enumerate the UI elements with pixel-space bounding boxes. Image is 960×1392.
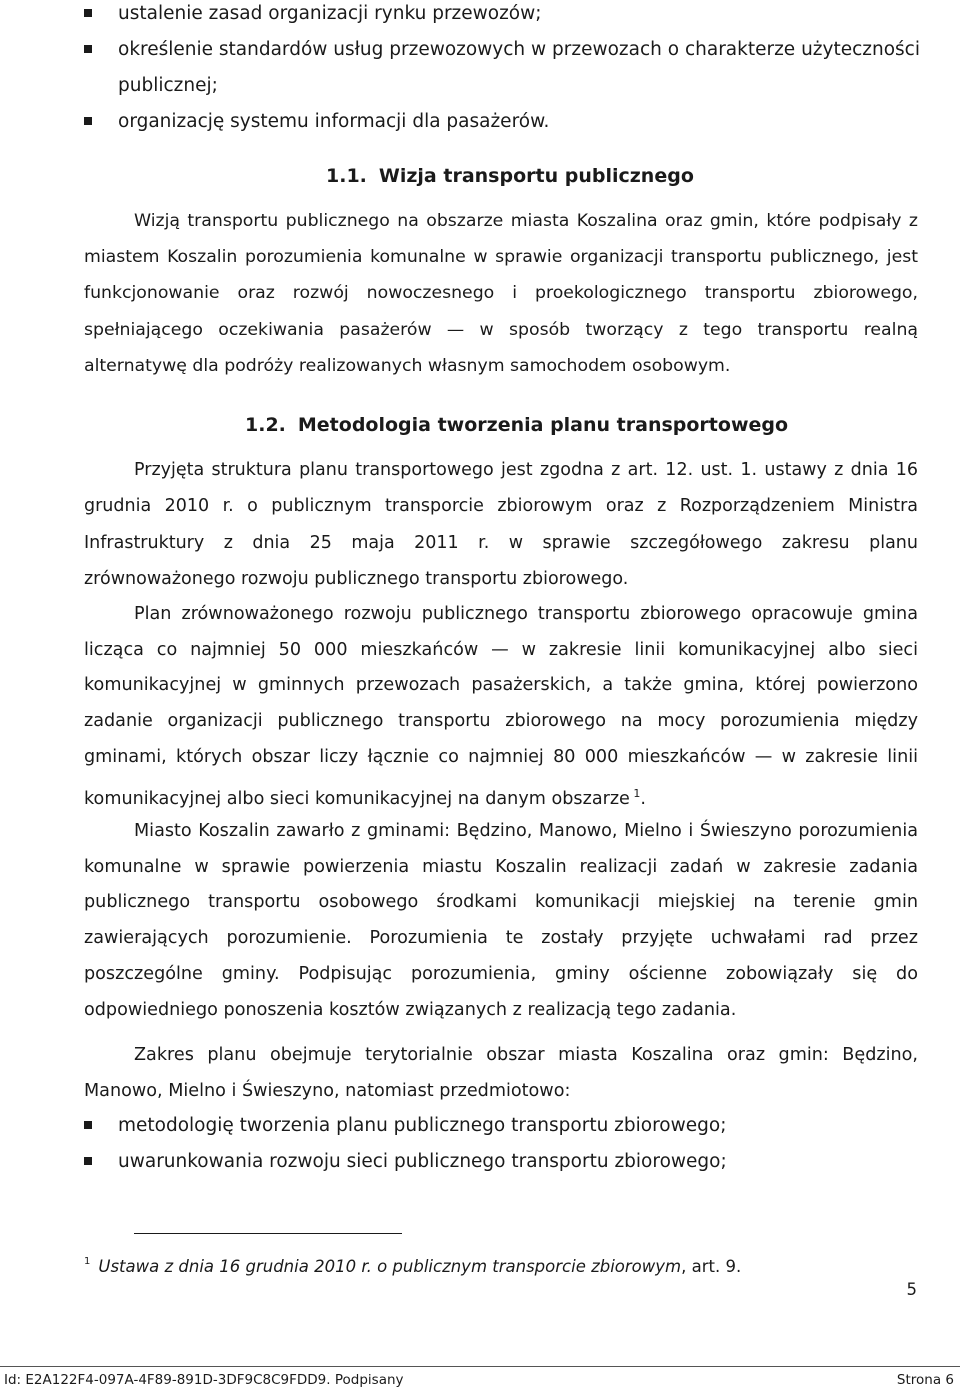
footnote bbox=[84, 1256, 741, 1276]
section-heading-1-1 bbox=[326, 165, 694, 187]
list-item: ustalenie zasad organizacji rynku przewozów; bbox=[84, 0, 924, 32]
footnote-article: , art. 9. bbox=[681, 1257, 742, 1276]
territorial-scope-paragraph: Zakres planu obejmuje terytorialnie obszar miasta Koszalina oraz gmin: Będzino, Manowo, Mielno i Świeszyno, natomiast przedmiotowo: bbox=[84, 1045, 918, 1101]
list-item: organizację systemu informacji dla pasażerów. bbox=[84, 104, 924, 140]
sheet-number: Strona 6 bbox=[896, 1372, 954, 1388]
footnote-mark: 1 bbox=[84, 1256, 91, 1267]
section-number: 1.1. bbox=[326, 165, 367, 187]
page-number: 5 bbox=[906, 1280, 917, 1299]
structure-paragraph: Przyjęta struktura planu transportowego jest zgodna z art. 12. ust. 1. ustawy z dnia 16 grudnia 2010 r. o publicznym transporcie zbiorowym oraz z Rozporządzeniem Ministra Infrastruktury z dnia 25 maja 2011 r. w sprawie szczegółowego zakresu planu zrównoważonego rozwoju publicznego transportu zbiorowego. bbox=[84, 460, 918, 589]
section-title: Metodologia tworzenia planu transportowego bbox=[297, 414, 789, 436]
signature-footer bbox=[0, 1366, 960, 1392]
section-title: Wizja transportu publicznego bbox=[378, 165, 694, 187]
vision-paragraph: Wizją transportu publicznego na obszarze miasta Koszalina oraz gmin, które podpisały z miastem Koszalin porozumienia komunalne w sprawie organizacji transportu publicznego, jest funkcjonowanie oraz rozwój nowoczesnego i proekologicznego transportu zbiorowego, spełniającego oczekiwania pasażerów — w sposób tworzący z tego transportu realną alternatywę dla podróży realizowanych własnym samochodem osobowym. bbox=[84, 211, 918, 376]
list-item: metodologię tworzenia planu publicznego transportu zbiorowego; bbox=[84, 1108, 924, 1144]
list-item: uwarunkowania rozwoju sieci publicznego transportu zbiorowego; bbox=[84, 1144, 924, 1180]
top-bullet-list bbox=[84, 0, 924, 140]
section-number: 1.2. bbox=[245, 414, 286, 436]
agreements-paragraph: Miasto Koszalin zawarło z gminami: Będzino, Manowo, Mielno i Świeszyno porozumienia komunalne w sprawie powierzenia miastu Koszalin realizacji zadań w zakresie zadania publicznego transportu osobowego środkami komunikacji miejskiej na terenie gmin zawierających porozumienie. Porozumienia te zostały przyjęte uchwałami rad przez poszczególne gminy. Podpisując porozumienia, gminy ościenne zobowiązały się do odpowiedniego ponoszenia kosztów związanych z realizacją tego zadania. bbox=[84, 821, 918, 1020]
plan-scope-paragraph: Plan zrównoważonego rozwoju publicznego transportu zbiorowego opracowuje gmina licząca co najmniej 50 000 mieszkańców — w zakresie linii komunikacyjnej albo sieci komunikacyjnej w gminnych przewozach pasażerskich, a także gmina, której powierzono zadanie organizacji publicznego transportu zbiorowego na mocy porozumienia między gminami, których obszar liczy łącznie co najmniej 80 000 mieszkańców — w zakresie linii komunikacyjnej albo sieci komunikacyjnej na danym obszarze $^1$. bbox=[84, 604, 918, 809]
footnote-divider bbox=[134, 1233, 402, 1234]
footnote-reference: 1 bbox=[633, 786, 641, 800]
footnote-citation: Ustawa z dnia 16 grudnia 2010 r. o publicznym transporcie zbiorowym bbox=[98, 1257, 682, 1276]
plan-scope-text: Plan zrównoważonego rozwoju publicznego transportu zbiorowego opracowuje gmina licząca co najmniej 50 000 mieszkańców — w zakresie linii komunikacyjnej albo sieci komunikacyjnej w gminnych przewozach pasażerskich, a także gmina, której powierzono zadanie organizacji publicznego transportu zbiorowego na mocy porozumienia między gminami, których obszar liczy łącznie co najmniej 80 000 mieszkańców — w zakresie linii komunikacyjnej albo sieci komunikacyjnej na danym obszarze bbox=[84, 604, 918, 809]
list-item: określenie standardów usług przewozowych w przewozach o charakterze użyteczności publicznej; bbox=[84, 32, 924, 104]
document-id: Id: E2A122F4-097A-4F89-891D-3DF9C8C9FDD9. Podpisany bbox=[4, 1372, 404, 1388]
section-heading-1-2 bbox=[245, 414, 788, 436]
scope-bullet-list bbox=[84, 1108, 924, 1180]
